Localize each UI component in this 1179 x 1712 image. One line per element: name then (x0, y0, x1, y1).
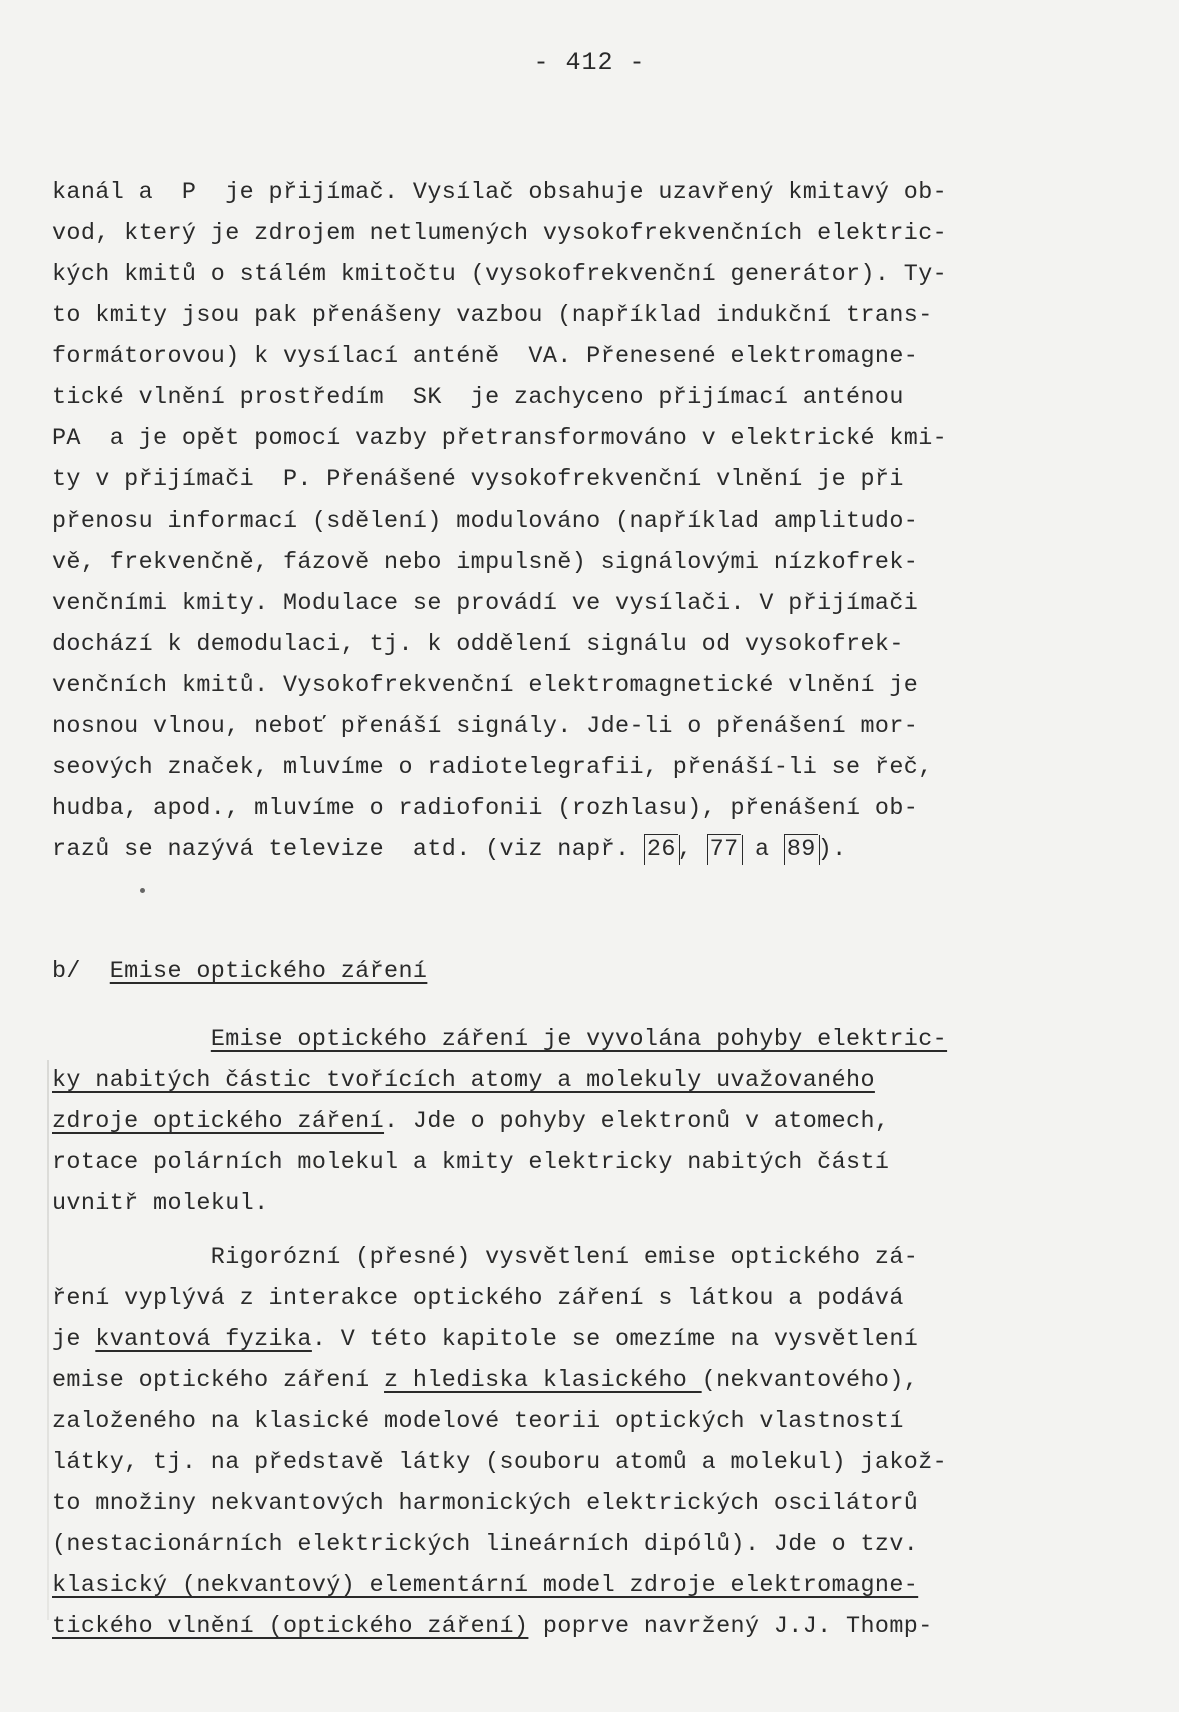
text-line (52, 1025, 947, 1055)
section-heading (52, 957, 427, 987)
text-line (52, 1366, 918, 1396)
text-fragment: . V této kapitole se omezíme na vysvětlení (311, 1327, 919, 1353)
text-line (52, 1107, 889, 1137)
text-line: seových značek, mluvíme o radiotelegrafii, přenáší-li se řeč, (52, 754, 933, 781)
text-line: to množiny nekvantových harmonických elektrických oscilátorů (52, 1491, 919, 1517)
text-line: rotace polárních molekul a kmity elektricky nabitých částí (52, 1150, 890, 1176)
text-line: tické vlnění prostředím SK je zachyceno přijímací anténou (52, 385, 904, 412)
page-number: - 412 - (533, 48, 646, 77)
text-line: formátorovou) k vysílací anténě VA. Přenesené elektromagne- (52, 344, 919, 371)
text-line: ty v přijímači P. Přenášené vysokofrekvenční vlnění je při (52, 467, 904, 494)
text-line (52, 1066, 875, 1096)
stray-dot (140, 888, 145, 893)
text-line: látky, tj. na představě látky (souboru atomů a molekul) jakož- (52, 1450, 948, 1476)
text-line: razů se nazývá televize atd. (viz např. (52, 837, 644, 863)
underlined-text: kvantová fyzika (95, 1327, 312, 1353)
text-line: ření vyplývá z interakce optického záření s látkou a podává (52, 1286, 904, 1312)
text-line: (nestacionárních elektrických lineárních dipólů). Jde o tzv. (52, 1532, 919, 1558)
underlined-text: Emise optického záření je vyvolána pohyby elektric- (210, 1027, 948, 1053)
text-line: nosnou vlnou, neboť přenáší signály. Jde-li o přenášení mor- (52, 713, 919, 740)
underlined-text: tického vlnění (optického záření) (52, 1614, 529, 1640)
text-fragment: emise optického záření (52, 1368, 385, 1394)
text-line: založeného na klasické modelové teorii optických vlastností (52, 1409, 904, 1435)
reference-77: 77 (707, 834, 741, 865)
text-line: dochází k demodulaci, tj. k oddělení signálu od vysokofrek- (52, 631, 904, 658)
text-fragment: je (52, 1327, 96, 1353)
margin-shadow (47, 1060, 49, 1620)
text-fragment: a (740, 837, 784, 863)
text-line: PA a je opět pomocí vazby přetransformováno v elektrické kmi- (52, 426, 948, 453)
text-line: vod, který je zdrojem netlumených vysokofrekvenčních elektric- (52, 221, 948, 248)
text-line: uvnitř molekul. (52, 1191, 269, 1217)
underlined-text: ky nabitých částic tvořících atomy a molekuly uvažovaného (52, 1068, 875, 1094)
text-fragment: (nekvantového), (701, 1368, 919, 1394)
text-line: Rigorózní (přesné) vysvětlení emise optického zá- (52, 1245, 919, 1271)
text-fragment: poprve navržený J.J. Thomp- (528, 1614, 933, 1640)
indent (52, 1027, 211, 1053)
text-line: hudba, apod., mluvíme o radiofonii (rozhlasu), přenášení ob- (52, 796, 919, 823)
text-line: to kmity jsou pak přenášeny vazbou (například indukční trans- (52, 303, 933, 330)
paragraph-1-last-line (52, 834, 847, 865)
text-line: kých kmitů o stálém kmitočtu (vysokofrekvenční generátor). Ty- (52, 262, 948, 289)
text-line: vě, frekvenčně, fázově nebo impulsně) signálovými nízkofrek- (52, 549, 919, 576)
text-fragment: ). (817, 837, 847, 863)
text-line: kanál a P je přijímač. Vysílač obsahuje uzavřený kmitavý ob- (52, 180, 948, 206)
text-line (52, 1325, 918, 1355)
underlined-text: klasický (nekvantový) elementární model zdroje elektromagne- (52, 1573, 919, 1599)
reference-89: 89 (784, 834, 818, 865)
text-line: venčních kmitů. Vysokofrekvenční elektromagnetické vlnění je (52, 672, 919, 699)
text-line (52, 1571, 918, 1601)
section-title: Emise optického záření (109, 959, 428, 985)
text-line: venčními kmity. Modulace se provádí ve vysílači. V přijímači (52, 590, 919, 617)
text-line (52, 1612, 933, 1642)
section-label: b/ (52, 959, 81, 985)
reference-26: 26 (644, 834, 678, 865)
text-line: přenosu informací (sdělení) modulováno (například amplitudo- (52, 508, 919, 535)
underlined-text: zdroje optického záření (52, 1109, 385, 1135)
text-fragment: . Jde o pohyby elektronů v atomech, (384, 1109, 890, 1135)
underlined-text: z hlediska klasického (384, 1368, 702, 1394)
text-fragment: , (677, 837, 707, 863)
